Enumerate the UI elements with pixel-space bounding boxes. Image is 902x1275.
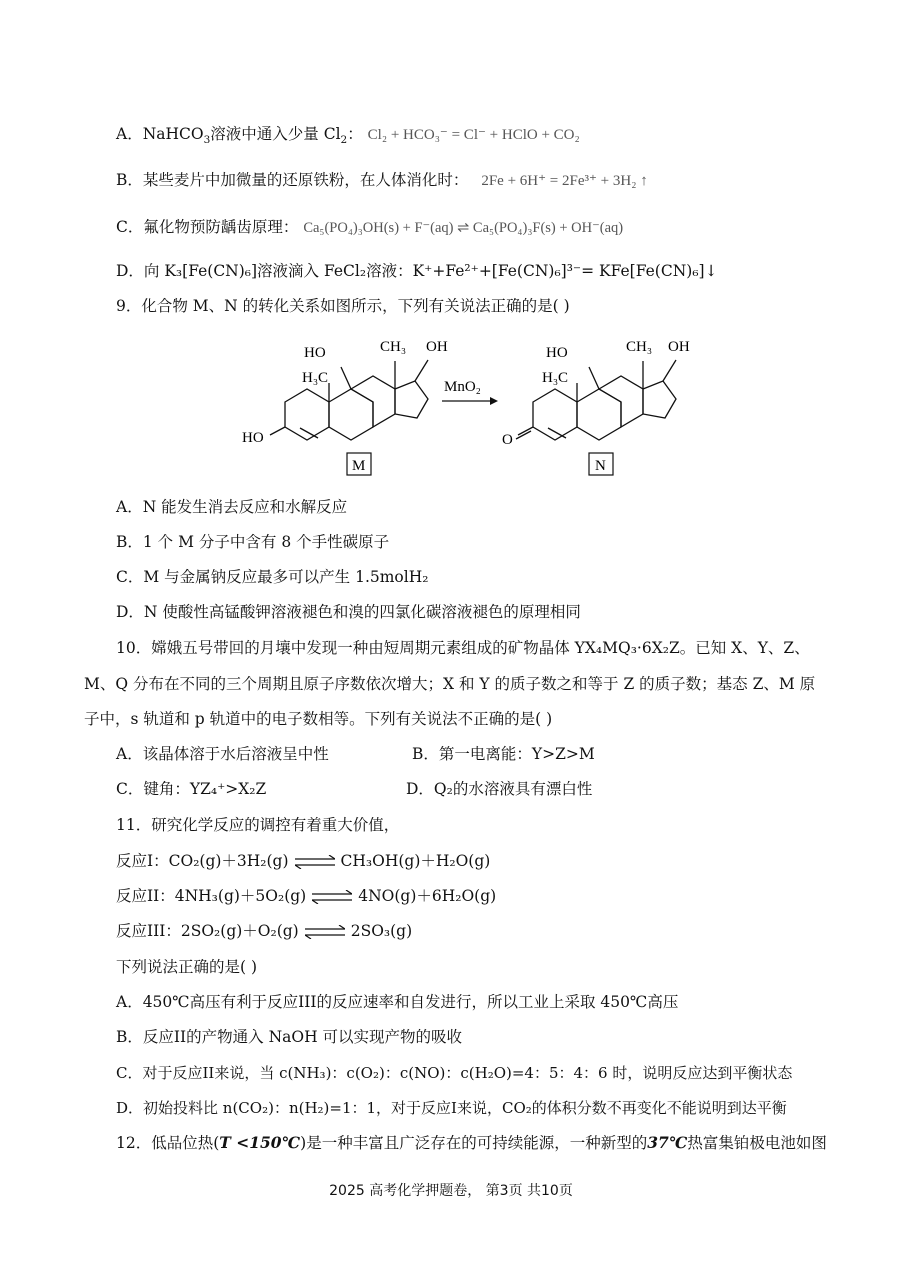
q8-b-equation: 2Fe + 6H⁺ = 2Fe³⁺ + 3H₂ ↑ xyxy=(481,173,648,189)
n-ho-top: HO xyxy=(546,345,568,361)
q12-text-c: )是一种丰富且广泛存在的可持续能源，一种新型的 xyxy=(300,1134,648,1152)
q10-option-a: A．该晶体溶于水后溶液呈中性 xyxy=(116,745,329,763)
q11-option-a: A．450℃高压有利于反应III的反应速率和自发进行，所以工业上采取 450℃高压 xyxy=(116,993,679,1011)
q10-option-b: B．第一电离能：Y>Z>M xyxy=(412,745,595,763)
m-h3c: H₃C xyxy=(302,370,329,386)
q8-option-a xyxy=(116,123,580,151)
r3-left: 反应III：2SO₂(g)＋O₂(g) xyxy=(116,922,299,940)
q8-c-equation: Ca₅(PO₄)₃OH(s) + F⁻(aq) ⇌ Ca₅(PO₄)₃F(s) + OH⁻(aq) xyxy=(303,220,624,236)
page-footer: 2025 高考化学押题卷， 第3页 共10页 xyxy=(329,1183,573,1199)
arrow-head xyxy=(490,397,498,405)
label-n: N xyxy=(595,458,606,474)
equilibrium-arrow-2 xyxy=(312,890,352,904)
q10-option-c: C．键角：YZ₄⁺>X₂Z xyxy=(116,780,267,798)
m-ho-top: HO xyxy=(304,345,326,361)
q8-b-text: B．某些麦片中加微量的还原铁粉，在人体消化时： xyxy=(116,171,469,189)
q10-line-2: M、Q 分布在不同的三个周期且原子序数依次增大；X 和 Y 的质子数之和等于 Z 的质子数；基态 Z、M 原 xyxy=(84,675,816,693)
r2-right: 4NO(g)＋6H₂O(g) xyxy=(358,887,497,905)
q11-reaction-3 xyxy=(116,920,412,942)
q11-option-b: B．反应II的产物通入 NaOH 可以实现产物的吸收 xyxy=(116,1028,463,1046)
r2-left: 反应II：4NH₃(g)＋5O₂(g) xyxy=(116,887,307,905)
q10-option-d: D．Q₂的水溶液具有漂白性 xyxy=(406,780,593,798)
q8-option-d: D．向 K₃[Fe(CN)₆]溶液滴入 FeCl₂溶液：K⁺+Fe²⁺+[Fe(CN)₆]³⁻= KFe[Fe(CN)₆]↓ xyxy=(116,262,718,280)
m-ho-left: HO xyxy=(242,430,264,446)
q11-reaction-1 xyxy=(116,850,490,872)
q9-option-a: A．N 能发生消去反应和水解反应 xyxy=(116,498,348,516)
q8-a-sub2: 2 xyxy=(340,134,348,147)
q9-option-c: C．M 与金属钠反应最多可以产生 1.5molH₂ xyxy=(116,568,429,586)
q11-stem: 11．研究化学反应的调控有着重大价值， xyxy=(116,816,400,834)
q12-text-d: 37℃ xyxy=(647,1133,688,1152)
q8-c-text: C．氟化物预防龋齿原理： xyxy=(116,218,299,236)
label-m: M xyxy=(352,458,366,474)
q8-a-text: 溶液中通入少量 Cl xyxy=(210,125,341,143)
q12-text-e: 热富集铂极电池如图 xyxy=(687,1134,827,1152)
molecule-n-skeleton xyxy=(516,360,676,440)
q8-option-b xyxy=(116,169,648,192)
q10-line-3: 子中，s 轨道和 p 轨道中的电子数相等。下列有关说法不正确的是( ) xyxy=(84,710,553,728)
n-o-left: O xyxy=(502,432,513,448)
n-ch3: CH₃ xyxy=(626,339,653,355)
r3-right: 2SO₃(g) xyxy=(350,922,413,940)
r1-left: 反应I：CO₂(g)＋3H₂(g) xyxy=(116,852,289,870)
reagent-mno2: MnO₂ xyxy=(444,379,481,395)
q9-stem: 9．化合物 M、N 的转化关系如图所示，下列有关说法正确的是( ) xyxy=(116,297,570,315)
equilibrium-arrow-1 xyxy=(295,855,335,869)
m-ch3: CH₃ xyxy=(380,339,407,355)
m-oh: OH xyxy=(426,339,448,355)
q12-text-a: 12．低品位热( xyxy=(116,1134,220,1152)
r1-right: CH₃OH(g)＋H₂O(g) xyxy=(340,852,491,870)
q11-option-c: C．对于反应II来说，当 c(NH₃)：c(O₂)：c(NO)：c(H₂O)=4：5：4：6 时，说明反应达到平衡状态 xyxy=(116,1064,793,1082)
equilibrium-arrow-3 xyxy=(305,925,345,939)
q8-a-sub: 3 xyxy=(203,134,211,147)
q9-reaction-diagram xyxy=(240,325,710,480)
q8-option-c xyxy=(116,216,623,239)
q12-line-1 xyxy=(116,1132,827,1154)
n-oh: OH xyxy=(668,339,690,355)
q12-text-b: T <150℃ xyxy=(219,1133,301,1152)
n-h3c: H₃C xyxy=(542,370,569,386)
q11-option-d: D．初始投料比 n(CO₂)：n(H₂)=1：1，对于反应I来说，CO₂的体积分数不再变化不能说明到达平衡 xyxy=(116,1099,787,1117)
q11-reaction-2 xyxy=(116,885,496,907)
q9-option-b: B．1 个 M 分子中含有 8 个手性碳原子 xyxy=(116,533,390,551)
q8-a-equation: Cl₂ + HCO₃⁻ = Cl⁻ + HClO + CO₂ xyxy=(367,127,580,143)
q9-option-d: D．N 使酸性高锰酸钾溶液褪色和溴的四氯化碳溶液褪色的原理相同 xyxy=(116,603,581,621)
molecule-m-skeleton xyxy=(270,360,428,440)
q8-a-label: A．NaHCO xyxy=(116,125,204,143)
q10-line-1: 10．嫦娥五号带回的月壤中发现一种由短周期元素组成的矿物晶体 YX₄MQ₃·6X₂Z。已知 X、Y、Z、 xyxy=(116,639,810,657)
q8-a-colon: ： xyxy=(347,125,363,143)
q11-ask: 下列说法正确的是( ) xyxy=(116,958,258,976)
